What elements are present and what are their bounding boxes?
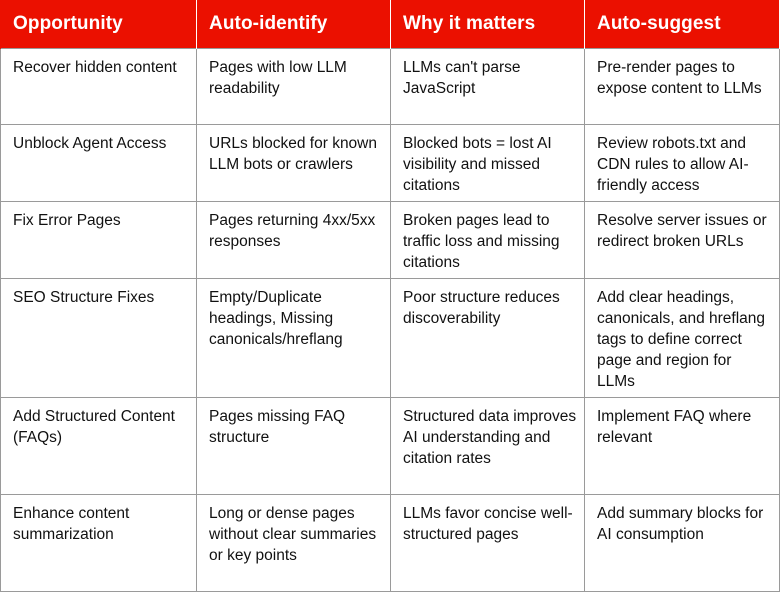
header-auto-identify: Auto-identify (197, 0, 391, 49)
cell-auto-identify: Long or dense pages without clear summaries or key points (197, 495, 391, 592)
cell-why-it-matters: Broken pages lead to traffic loss and missing citations (391, 202, 585, 279)
cell-auto-suggest: Pre-render pages to expose content to LLMs (585, 49, 780, 125)
cell-why-it-matters: Structured data improves AI understanding and citation rates (391, 398, 585, 495)
cell-why-it-matters: Blocked bots = lost AI visibility and missed citations (391, 125, 585, 202)
cell-why-it-matters: Poor structure reduces discoverability (391, 279, 585, 398)
cell-auto-suggest: Resolve server issues or redirect broken URLs (585, 202, 780, 279)
cell-auto-identify: URLs blocked for known LLM bots or crawlers (197, 125, 391, 202)
header-row (1, 0, 780, 49)
cell-opportunity: SEO Structure Fixes (1, 279, 197, 398)
cell-opportunity: Unblock Agent Access (1, 125, 197, 202)
cell-auto-identify: Empty/Duplicate headings, Missing canonicals/hreflang (197, 279, 391, 398)
cell-auto-suggest: Review robots.txt and CDN rules to allow AI-friendly access (585, 125, 780, 202)
cell-auto-identify: Pages returning 4xx/5xx responses (197, 202, 391, 279)
cell-auto-identify: Pages with low LLM readability (197, 49, 391, 125)
cell-auto-suggest: Add summary blocks for AI consumption (585, 495, 780, 592)
table-row (1, 125, 780, 202)
cell-auto-suggest: Implement FAQ where relevant (585, 398, 780, 495)
table-row (1, 49, 780, 125)
cell-why-it-matters: LLMs favor concise well-structured pages (391, 495, 585, 592)
cell-opportunity: Fix Error Pages (1, 202, 197, 279)
table-header (1, 0, 780, 49)
table-row (1, 279, 780, 398)
table-body (1, 49, 780, 592)
table-row (1, 398, 780, 495)
cell-why-it-matters: LLMs can't parse JavaScript (391, 49, 585, 125)
cell-auto-suggest: Add clear headings, canonicals, and hreflang tags to define correct page and region for LLMs (585, 279, 780, 398)
cell-auto-identify: Pages missing FAQ structure (197, 398, 391, 495)
table-row (1, 495, 780, 592)
cell-opportunity: Recover hidden content (1, 49, 197, 125)
header-why-it-matters: Why it matters (391, 0, 585, 49)
cell-opportunity: Enhance content summarization (1, 495, 197, 592)
header-opportunity: Opportunity (1, 0, 197, 49)
table-row (1, 202, 780, 279)
cell-opportunity: Add Structured Content (FAQs) (1, 398, 197, 495)
header-auto-suggest: Auto-suggest (585, 0, 780, 49)
